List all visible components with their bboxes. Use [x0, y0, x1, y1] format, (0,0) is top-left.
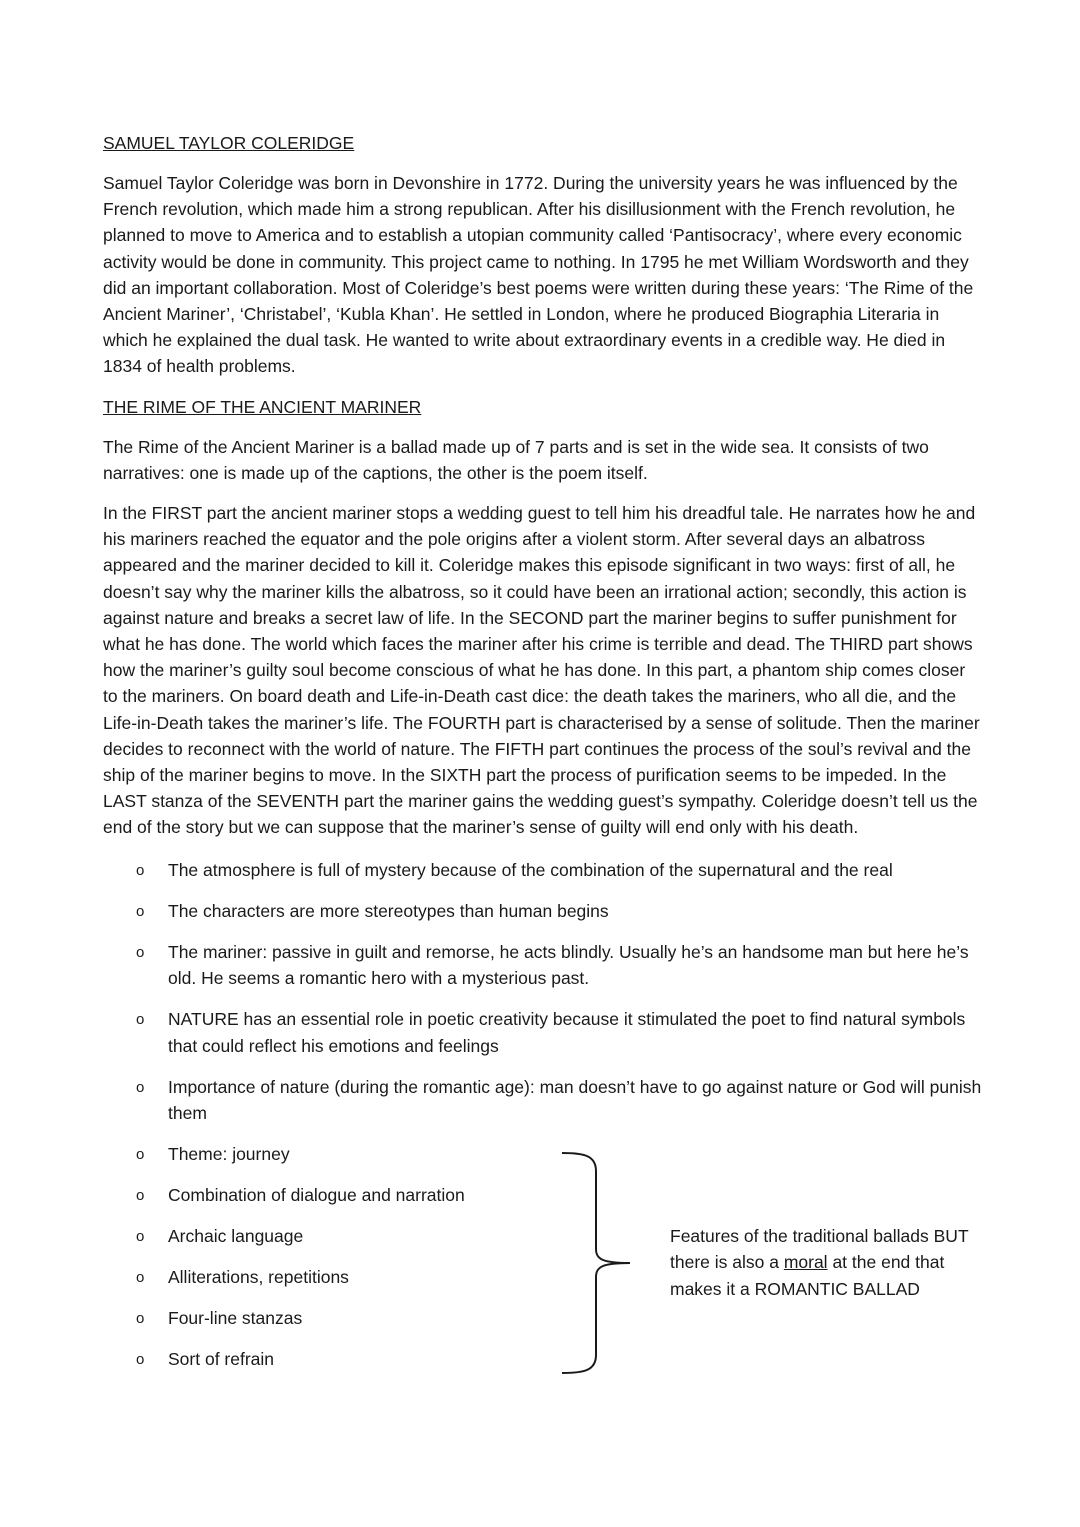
list-item-text: The characters are more stereotypes than human begins — [168, 900, 609, 921]
curly-brace-icon — [558, 1151, 638, 1376]
document-page — [103, 130, 983, 1387]
bullet-circle-icon: o — [136, 943, 145, 961]
bullet-circle-icon: o — [136, 861, 145, 879]
list-item-text: Alliterations, repetitions — [168, 1267, 349, 1288]
list-item-text: Theme: journey — [168, 1144, 290, 1165]
brace-annotation — [670, 1223, 1000, 1302]
rime-parts-summary: In the FIRST part the ancient mariner stops a wedding guest to tell him his dreadful tale. He narrates how he and his mariners reached the equator and the pole origins after a violent storm. After several days an albatross appeared and the mariner decided to kill it. Coleridge makes this episode significant in two ways: first of all, he doesn’t say why the mariner kills the albatross, so it could have been an irrational action; secondly, this action is against nature and breaks a secret law of life. In the SECOND part the mariner begins to suffer punishment for what he has done. The world which faces the mariner after his crime is terrible and dead. The THIRD part shows how the mariner’s guilty soul become conscious of what he has done. In this part, a phantom ship comes closer to the mariners. On board death and Life-in-Death cast dice: the death takes the mariners, who all die, and the Life-in-Death takes the mariner’s life. The FOURTH part is characterised by a sense of solitude. Then the mariner decides to reconnect with the world of nature. The FIFTH part continues the process of the soul’s revival and the ship of the mariner begins to move. In the SIXTH part the process of purification seems to be impeded. In the LAST stanza of the SEVENTH part the mariner gains the wedding guest’s sympathy. Coleridge doesn’t tell us the end of the story but we can suppose that the mariner’s sense of guilty will end only with his death. — [103, 503, 980, 838]
list-item — [103, 1141, 543, 1168]
list-item — [103, 939, 983, 992]
bullet-circle-icon: o — [136, 1351, 145, 1369]
list-item-text: The mariner: passive in guilt and remorse, he acts blindly. Usually he’s an handsome man but here he’s old. He seems a romantic hero with a mysterious past. — [168, 941, 969, 989]
list-item — [103, 1223, 543, 1250]
coleridge-biography: Samuel Taylor Coleridge was born in Devonshire in 1772. During the university years he was influenced by the French revolution, which made him a strong republican. After his disillusionment with the French revolution, he planned to move to America and to establish a utopian community called ‘Pantisocracy’, where every economic activity would be done in community. This project came to nothing. In 1795 he met William Wordsworth and they did an important collaboration. Most of Coleridge’s best poems were written during these years: ‘The Rime of the Ancient Mariner’, ‘Christabel’, ‘Kubla Khan’. He settled in London, where he produced Biographia Literaria in which he explained the dual task. He wanted to write about extraordinary events in a credible way. He died in 1834 of health problems. — [103, 173, 974, 377]
bullet-circle-icon: o — [136, 1228, 145, 1246]
list-item — [103, 1182, 543, 1209]
characteristics-list — [103, 857, 983, 1127]
bullet-circle-icon: o — [136, 1187, 145, 1205]
list-item-text: Importance of nature (during the romantic age): man doesn’t have to go against nature or God will punish them — [168, 1076, 982, 1124]
list-item — [103, 857, 983, 884]
bullet-circle-icon: o — [136, 902, 145, 920]
bullet-circle-icon: o — [136, 1078, 145, 1096]
list-item — [103, 1264, 543, 1291]
list-item — [103, 1346, 543, 1373]
bullet-circle-icon: o — [136, 1011, 145, 1029]
brace-note-moral: moral — [783, 1252, 828, 1273]
ballad-features-section — [103, 1141, 983, 1373]
coleridge-heading: SAMUEL TAYLOR COLERIDGE — [103, 133, 355, 153]
ballad-features-list — [103, 1141, 543, 1373]
list-item — [103, 1074, 983, 1127]
list-item — [103, 1006, 983, 1059]
list-item-text: Sort of refrain — [168, 1349, 275, 1370]
list-item-text: The atmosphere is full of mystery because of the combination of the supernatural and the real — [168, 859, 893, 880]
list-item-text: Combination of dialogue and narration — [168, 1185, 465, 1206]
bullet-circle-icon: o — [136, 1146, 145, 1164]
brace-note-text-2: at the end that makes it a ROMANTIC BALLAD — [670, 1252, 945, 1299]
list-item — [103, 1305, 543, 1332]
rime-intro: The Rime of the Ancient Mariner is a ballad made up of 7 parts and is set in the wide sea. It consists of two narratives: one is made up of the captions, the other is the poem itself. — [103, 436, 929, 483]
bullet-circle-icon: o — [136, 1269, 145, 1287]
list-item-text: NATURE has an essential role in poetic creativity because it stimulated the poet to find natural symbols that could reflect his emotions and feelings — [168, 1009, 966, 1056]
bullet-circle-icon: o — [136, 1310, 145, 1328]
brace-note-text-1: Features of the traditional ballads BUT there is also a — [670, 1226, 969, 1273]
list-item — [103, 898, 983, 925]
list-item-text: Archaic language — [168, 1226, 304, 1247]
rime-heading: THE RIME OF THE ANCIENT MARINER — [103, 396, 422, 417]
list-item-text: Four-line stanzas — [168, 1308, 303, 1329]
